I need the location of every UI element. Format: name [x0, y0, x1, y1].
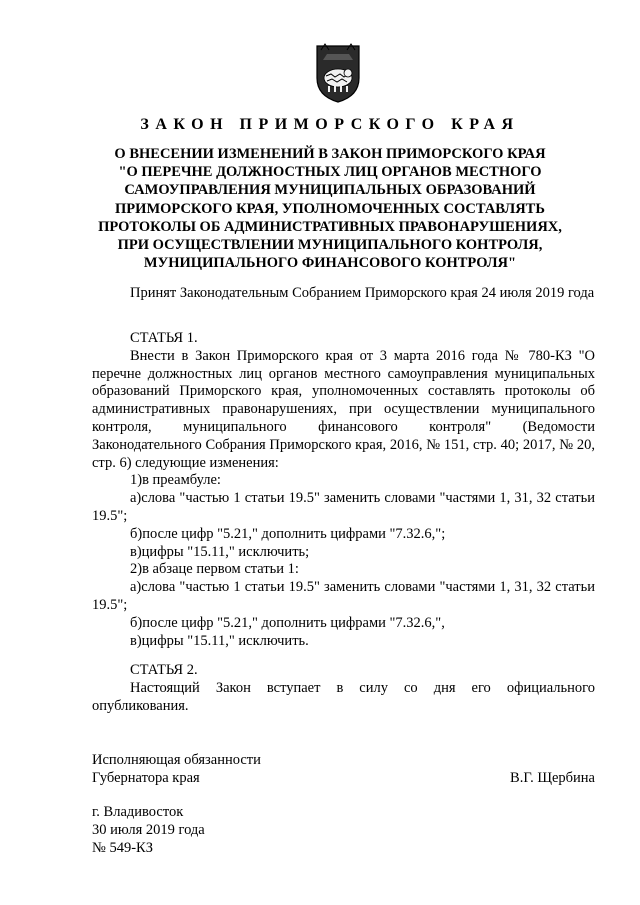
heading-line: САМОУПРАВЛЕНИЯ МУНИЦИПАЛЬНЫХ ОБРАЗОВАНИЙ [124, 182, 536, 199]
article-1-item: 1)в преамбуле: [130, 472, 221, 489]
law-heading [80, 145, 580, 272]
article-1-item: в)цифры "15.11," исключить; [130, 543, 310, 560]
article-1-title: СТАТЬЯ 1. [130, 330, 198, 346]
law-number: № 549-КЗ [92, 839, 153, 856]
article-1-item: а)слова "частью 1 статьи 19.5" заменить словами "частями 1, 31, 32 статьи 19.5"; [92, 490, 595, 524]
primorsky-krai-coat-of-arms-icon [313, 40, 363, 104]
article-1-item: в)цифры "15.11," исключить. [130, 632, 309, 649]
article-1-item: б)после цифр "5.21," дополнить цифрами "7.32.6,", [130, 614, 445, 631]
article-1-intro: Внести в Закон Приморского края от 3 марта 2016 года № 780-КЗ "О перечне должностных лиц органов местного самоуправления муниципальных образований Приморского края, уполномоченных составлять протоколы об административных правонарушениях, при осуществлении муниципального контроля, муниципального финансового контроля" (Ведомости Законодательного Собрания Приморского края, 2016, № 151, стр. 40; 2017, № 20, стр. 6) следующие изменения: [92, 347, 595, 471]
signature-block [92, 752, 595, 788]
place-date-block [92, 804, 392, 857]
city: г. Владивосток [92, 804, 184, 820]
heading-line: "О ПЕРЕЧНЕ ДОЛЖНОСТНЫХ ЛИЦ ОРГАНОВ МЕСТНОГО [118, 164, 542, 181]
heading-line: МУНИЦИПАЛЬНОГО ФИНАНСОВОГО КОНТРОЛЯ" [143, 255, 517, 272]
heading-line: ПРИ ОСУЩЕСТВЛЕНИИ МУНИЦИПАЛЬНОГО КОНТРОЛЯ, [117, 237, 543, 254]
heading-line: ПРОТОКОЛЫ ОБ АДМИНИСТРАТИВНЫХ ПРАВОНАРУШЕНИЯХ, [98, 218, 562, 235]
article-1-item: а)слова "частью 1 статьи 19.5" заменить словами "частями 1, 31, 32 статьи 19.5"; [92, 579, 595, 613]
article-2 [92, 662, 595, 715]
article-1-item: б)после цифр "5.21," дополнить цифрами "7.32.6,"; [130, 525, 446, 542]
article-1 [92, 330, 595, 650]
article-2-text: Настоящий Закон вступает в силу со дня его официального опубликования. [92, 679, 595, 714]
article-1-item: 2)в абзаце первом статьи 1: [130, 561, 299, 578]
signatory-name: В.Г. Щербина [510, 769, 595, 786]
heading-line: О ВНЕСЕНИИ ИЗМЕНЕНИЙ В ЗАКОН ПРИМОРСКОГО КРАЯ [114, 146, 546, 162]
law-title: ЗАКОН ПРИМОРСКОГО КРАЯ [140, 116, 520, 133]
signatory-position-line1: Исполняющая обязанности [92, 752, 261, 768]
adoption-note: Принят Законодательным Собранием Приморского края 24 июля 2019 года [130, 285, 595, 301]
date: 30 июля 2019 года [92, 821, 205, 838]
heading-line: ПРИМОРСКОГО КРАЯ, УПОЛНОМОЧЕННЫХ СОСТАВЛЯТЬ [115, 200, 545, 217]
article-2-title: СТАТЬЯ 2. [130, 662, 198, 678]
signatory-position-line2: Губернатора края [92, 769, 200, 786]
